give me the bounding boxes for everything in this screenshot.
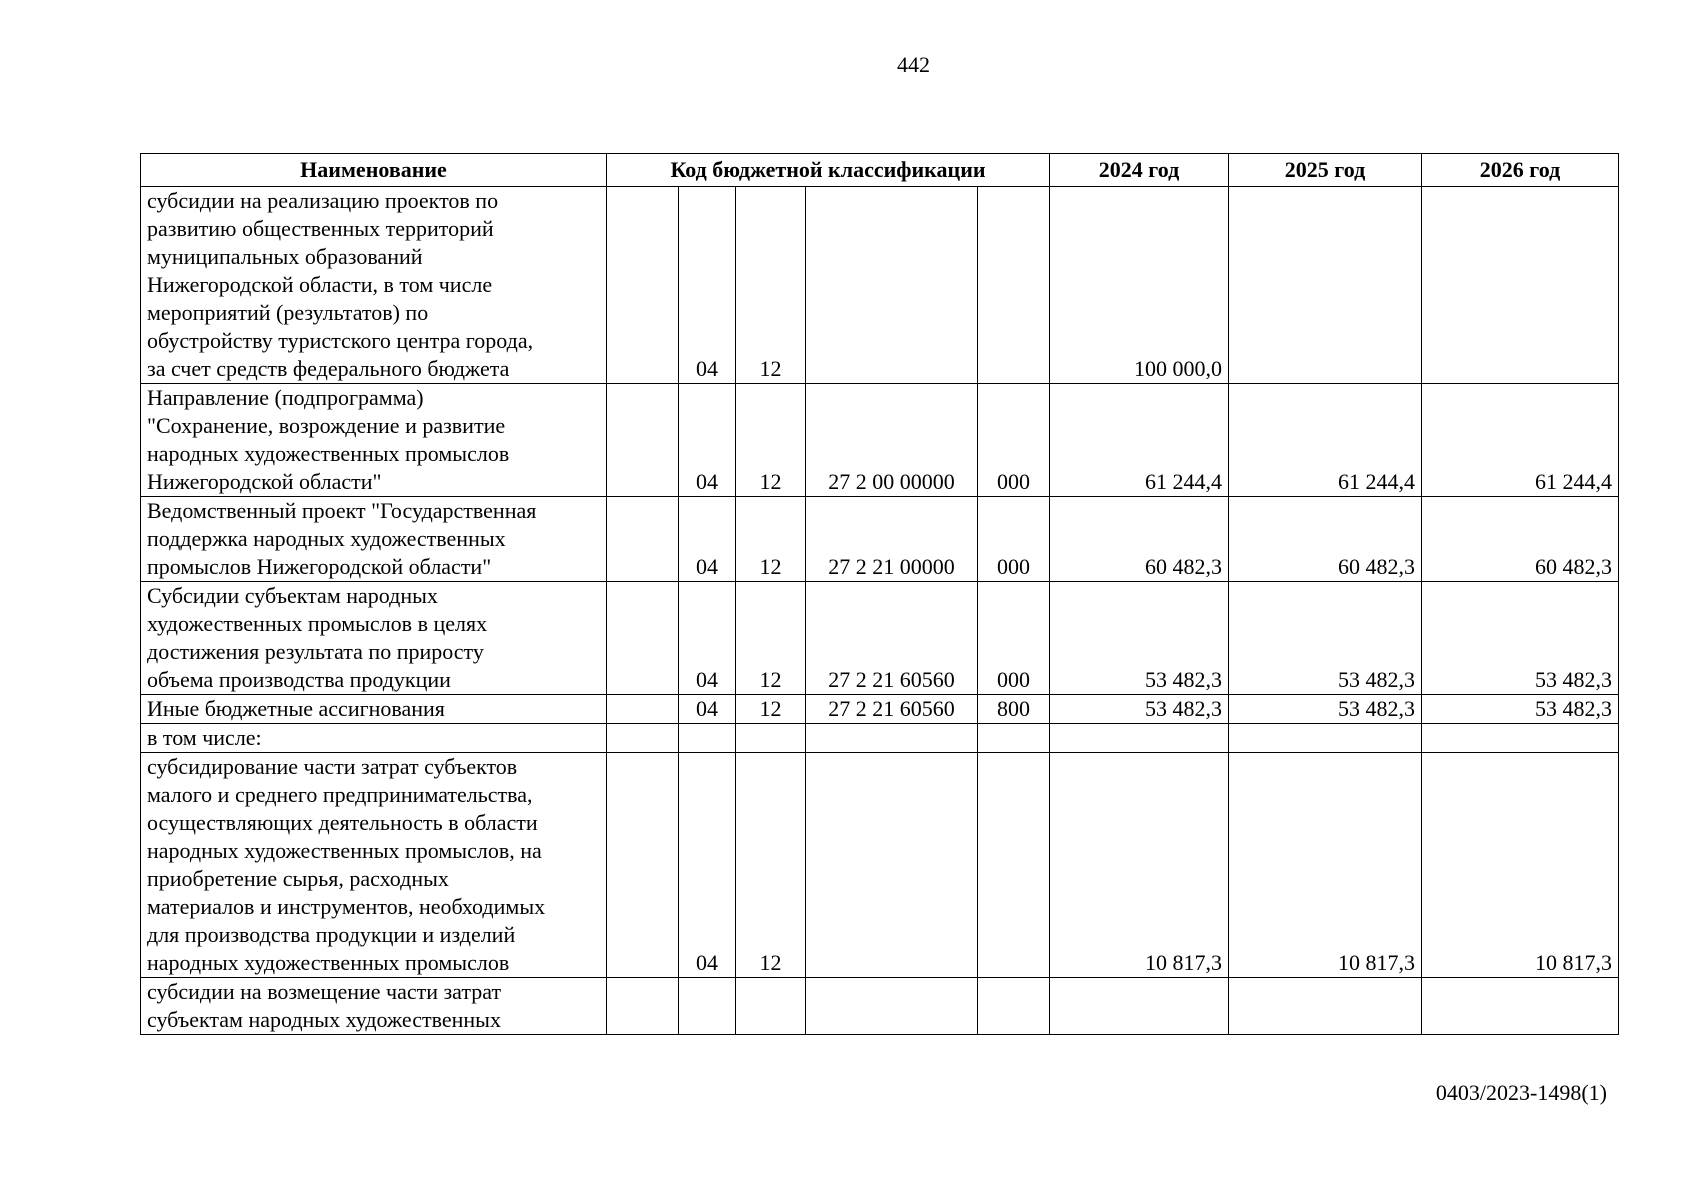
cell-section (679, 724, 736, 753)
cell-ministry-code (607, 384, 679, 497)
cell-name: Направление (подпрограмма) "Сохранение, возрождение и развитие народных художественных промыслов Нижегородской области" (141, 384, 607, 497)
cell-expense-type (978, 978, 1050, 1035)
cell-target-code (806, 187, 978, 384)
cell-name: в том числе: (141, 724, 607, 753)
cell-name: Ведомственный проект "Государственная поддержка народных художественных промыслов Нижегородской области" (141, 497, 607, 582)
table-row (141, 695, 1619, 724)
header-2025: 2025 год (1229, 154, 1422, 187)
cell-ministry-code (607, 695, 679, 724)
cell-2026 (1422, 187, 1619, 384)
page-number: 442 (897, 52, 930, 77)
header-2026: 2026 год (1422, 154, 1619, 187)
cell-2026: 60 482,3 (1422, 497, 1619, 582)
cell-section: 04 (679, 384, 736, 497)
cell-target-code: 27 2 21 60560 (806, 582, 978, 695)
cell-expense-type: 000 (978, 582, 1050, 695)
cell-2025: 60 482,3 (1229, 497, 1422, 582)
cell-target-code: 27 2 00 00000 (806, 384, 978, 497)
table-row (141, 497, 1619, 582)
cell-name: Иные бюджетные ассигнования (141, 695, 607, 724)
cell-2025 (1229, 978, 1422, 1035)
cell-2026: 61 244,4 (1422, 384, 1619, 497)
table-row (141, 384, 1619, 497)
cell-ministry-code (607, 724, 679, 753)
cell-subsection: 12 (736, 187, 806, 384)
table-row (141, 582, 1619, 695)
header-code: Код бюджетной классификации (607, 154, 1050, 187)
cell-subsection: 12 (736, 695, 806, 724)
header-name: Наименование (141, 154, 607, 187)
cell-subsection: 12 (736, 497, 806, 582)
cell-2026 (1422, 978, 1619, 1035)
cell-2025: 53 482,3 (1229, 695, 1422, 724)
cell-2026: 53 482,3 (1422, 695, 1619, 724)
table-row (141, 978, 1619, 1035)
cell-ministry-code (607, 497, 679, 582)
cell-subsection (736, 978, 806, 1035)
cell-2025: 53 482,3 (1229, 582, 1422, 695)
cell-target-code: 27 2 21 60560 (806, 695, 978, 724)
cell-2026: 10 817,3 (1422, 753, 1619, 978)
cell-expense-type: 000 (978, 497, 1050, 582)
cell-subsection: 12 (736, 582, 806, 695)
cell-2024 (1050, 978, 1229, 1035)
cell-subsection (736, 724, 806, 753)
cell-ministry-code (607, 753, 679, 978)
cell-2024: 53 482,3 (1050, 695, 1229, 724)
table-row (141, 753, 1619, 978)
budget-table (140, 153, 1619, 1035)
cell-2024: 10 817,3 (1050, 753, 1229, 978)
cell-name: Субсидии субъектам народных художественных промыслов в целях достижения результата по приросту объема производства продукции (141, 582, 607, 695)
cell-ministry-code (607, 978, 679, 1035)
cell-2024 (1050, 724, 1229, 753)
cell-section: 04 (679, 187, 736, 384)
cell-section: 04 (679, 582, 736, 695)
cell-2024: 53 482,3 (1050, 582, 1229, 695)
cell-2024: 61 244,4 (1050, 384, 1229, 497)
cell-subsection: 12 (736, 753, 806, 978)
cell-2024: 60 482,3 (1050, 497, 1229, 582)
cell-section: 04 (679, 753, 736, 978)
table-row (141, 187, 1619, 384)
cell-expense-type: 800 (978, 695, 1050, 724)
cell-2025: 61 244,4 (1229, 384, 1422, 497)
cell-target-code (806, 724, 978, 753)
cell-2026: 53 482,3 (1422, 582, 1619, 695)
cell-target-code (806, 753, 978, 978)
cell-expense-type: 000 (978, 384, 1050, 497)
cell-2026 (1422, 724, 1619, 753)
cell-section (679, 978, 736, 1035)
cell-name: субсидии на реализацию проектов по развитию общественных территорий муниципальных образований Нижегородской области, в том числе мероприятий (результатов) по обустройству туристского центра города, за счет средств федерального бюджета (141, 187, 607, 384)
cell-2025 (1229, 724, 1422, 753)
cell-name: субсидии на возмещение части затрат субъектам народных художественных (141, 978, 607, 1035)
cell-2024: 100 000,0 (1050, 187, 1229, 384)
cell-2025: 10 817,3 (1229, 753, 1422, 978)
table-header-row (141, 154, 1619, 187)
table-body (141, 187, 1619, 1035)
cell-target-code: 27 2 21 00000 (806, 497, 978, 582)
cell-expense-type (978, 187, 1050, 384)
cell-expense-type (978, 753, 1050, 978)
cell-ministry-code (607, 582, 679, 695)
header-2024: 2024 год (1050, 154, 1229, 187)
document-code: 0403/2023-1498(1) (1435, 1080, 1607, 1105)
cell-target-code (806, 978, 978, 1035)
table-row (141, 724, 1619, 753)
cell-ministry-code (607, 187, 679, 384)
cell-2025 (1229, 187, 1422, 384)
cell-expense-type (978, 724, 1050, 753)
cell-section: 04 (679, 497, 736, 582)
cell-subsection: 12 (736, 384, 806, 497)
cell-section: 04 (679, 695, 736, 724)
cell-name: субсидирование части затрат субъектов малого и среднего предпринимательства, осуществляющих деятельность в области народных художественных промыслов, на приобретение сырья, расходных материалов и инструментов, необходимых для производства продукции и изделий народных художественных промыслов (141, 753, 607, 978)
